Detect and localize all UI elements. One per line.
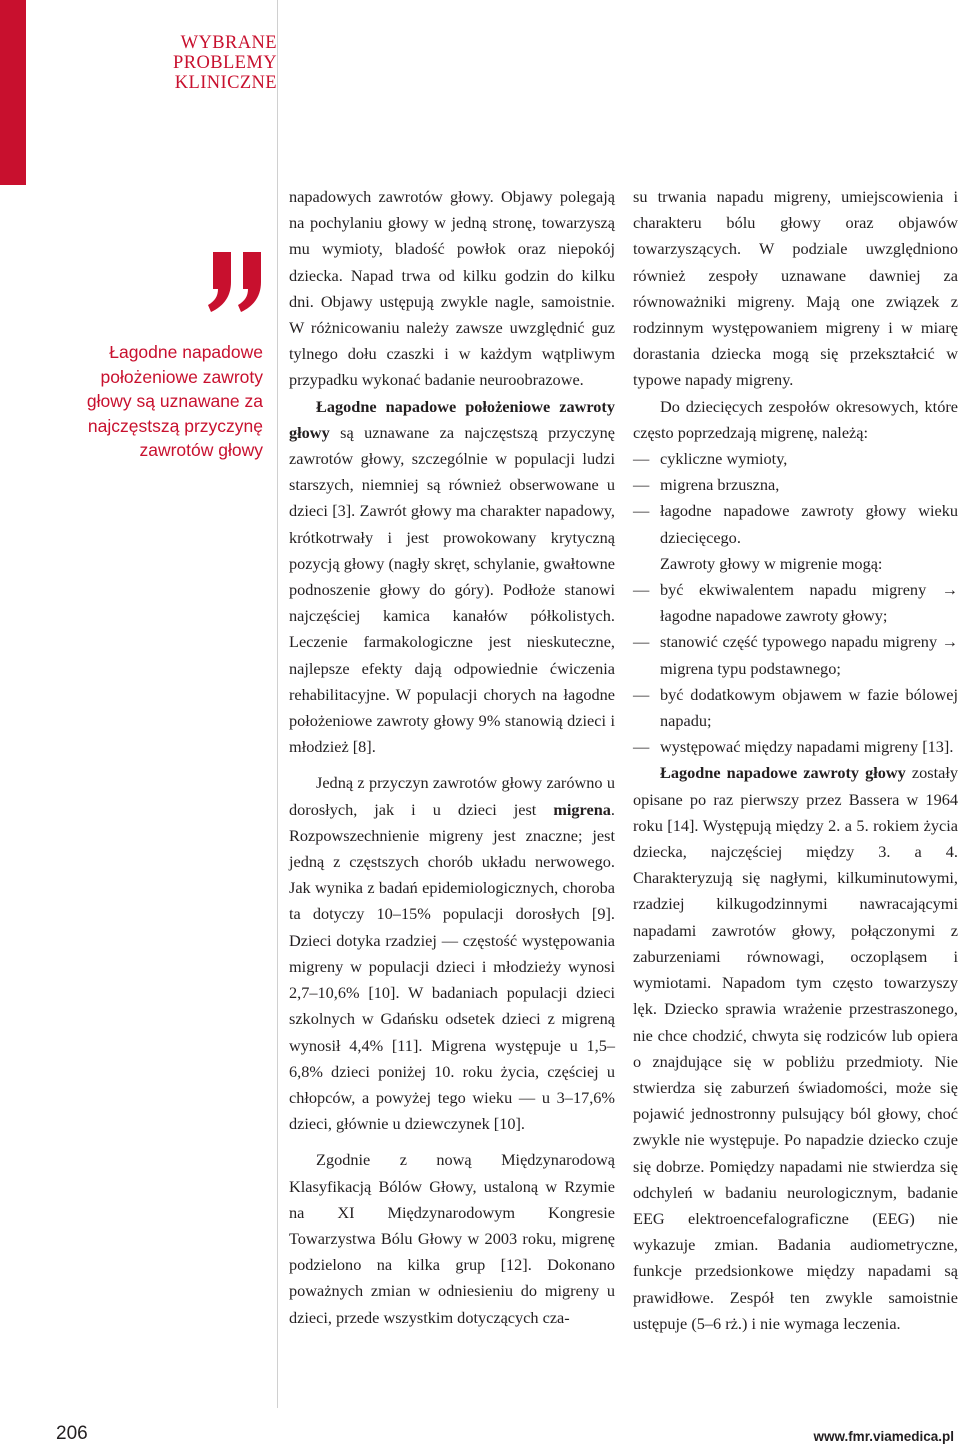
paragraph-text: . Rozpowszechnienie migreny jest znaczne; jest jedną z częstszych chorób układu nerwowego. Jak wynika z badań epidemiologicznych, choroba ta dotyczy 10–15% populacji dorosłych [9]. Dzieci dotyka rzadziej — częstość występowania migreny w populacji dzieci i młodzieży wynosi 2,7–10,6% [10]. W badaniach populacji dzieci szkolnych w Gdańsku odsetek dzieci z migreną wynosił 4,4% [11]. Migrena występuje u 1,5–6,8% dzieci poniżej 10. roku życia, częściej u chłopców, a powyżej tego wieku — u 3–17,6% dzieci, głównie u dziewczynek [10]. [289,799,615,1134]
pull-quote-line: zawrotów głowy [139,440,263,460]
text-column-left [289,184,615,1331]
paragraph [633,760,958,1336]
pull-quote-line: Łagodne napadowe [109,342,263,362]
dash-marker: — [633,632,650,652]
list-item-text: cykliczne wymioty, [660,449,788,469]
list-item-text: być dodatkowym objawem w fazie bólowej napadu; [660,684,958,731]
paragraph: Zgodnie z nową Międzynarodową Klasyfikacją Bólów Głowy, ustaloną w Rzymie na XI Międzynarodowym Kongresie Towarzystwa Bólu Głowy w 2003 roku, migrenę podzielono na kilka grup [12]. Dokonano poważnych zmian w odniesieniu do migreny u dzieci, przede wszystkim dotyczących cza- [289,1150,615,1327]
paragraph [289,394,615,761]
paragraph-text: Jedną z przyczyn zawrotów głowy zarówno u dorosłych, jak i u dzieci jest [289,773,615,819]
list-item [633,472,958,498]
list-item-text: występować między napadami migreny [13]. [660,737,954,757]
list-item [633,498,958,550]
website-url: www.fmr.viamedica.pl [813,1429,954,1444]
text-column-right [633,184,958,1337]
list-item [633,682,958,734]
dash-marker: — [633,684,650,704]
red-accent-bar [0,0,26,185]
dash-marker: — [633,737,650,757]
paragraph: su trwania napadu migreny, umiejscowienia i charakteru bólu głowy oraz objawów towarzyszących. W podziale uwzględniono również zespoły uznawane dawniej za równoważniki migreny. Mają one związek z rodzinnym występowaniem migreny i w miarę dorastania dziecka mogą się przekształcić w typowe napady migreny. [633,187,958,390]
column-divider [277,0,278,1408]
section-label-line: PROBLEMY [173,53,277,73]
paragraph: napadowych zawrotów głowy. Objawy polegają na pochylaniu głowy w jedną stronę, towarzyszą mu wymioty, bladość powłok oraz niepokój dziecka. Napad trwa od kilku godzin do kilku dni. Objawy ustępują zwykle nagle, samoistnie. W różnicowaniu należy zawsze uwzględnić guz tylnego dołu czaszki i w każdym wątpliwym przypadku wykonać badanie neuroobrazowe. [289,187,615,390]
quote-mark-icon [207,252,263,312]
list-item-text: stanowić część typowego napadu migreny → migrena typu podstawnego; [660,632,958,678]
list-item-text: migrena brzuszna, [660,475,780,495]
paragraph: Do dziecięcych zespołów okresowych, które często poprzedzają migrenę, należą: [633,396,958,442]
pull-quote [87,340,263,463]
list-item [633,577,958,629]
section-label [173,33,277,93]
pull-quote-line: najczęstszą przyczynę [87,415,263,436]
paragraph-text: zostały opisane po raz pierwszy przez Bassera w 1964 roku [14]. Występują między 2. a 5. rokiem życia dziecka, najczęściej między 3. a 4. Charakteryzują się nagłymi, kilkuminutowymi, rzadziej kilkugodzinnymi nawracającymi napadami zawrotów głowy, połączonymi z zaburzeniami równowagi, oczopląsem i wymiotami. Napadom tym często towarzyszy lęk. Dziecko sprawia wrażenie przestraszonego, nie chce chodzić, chwyta się rodziców lub opiera o znajdujące się w pobliżu przedmioty. Nie stwierdza się zaburzeń świadomości, może się pojawić jednostronny pulsujący ból głowy, choć zwykle nie występuje. Po napadzie dziecko czuje się dobrze. Pomiędzy napadami nie stwierdza się odchyleń w badaniu neurologicznym, badanie EEG elektroencefalograficzne (EEG) nie wykazuje zmian. Badania audiometryczne, funkcje przedsionkowe między napadami są prawidłowe. Zespół ten zwykle samoistnie ustępuje (5–6 rż.) i nie wymaga leczenia. [633,763,958,1333]
dash-marker: — [633,501,650,521]
list-item-text: łagodne napadowe zawroty głowy wieku dziecięcego. [660,501,958,547]
pull-quote-line: położeniowe zawroty [100,366,263,387]
dash-marker: — [633,449,650,469]
paragraph [289,770,615,1137]
dash-marker: — [633,580,650,600]
section-label-line: WYBRANE [180,33,277,53]
bold-term: Łagodne napadowe zawroty głowy [660,763,906,783]
list-item [633,734,958,760]
bold-term: Łagodne napadowe położeniowe zawroty głowy [289,396,615,442]
section-label-line: KLINICZNE [174,73,277,93]
list-item [633,629,958,681]
bold-term: migrena [553,799,611,819]
paragraph-text: są uznawane za najczęstszą przyczynę zawrotów głowy, szczególnie w populacji ludzi starszych, niemniej są również obserwowane u dzieci [3]. Zawrót głowy ma charakter napadowy, krótkotrwały i jest prowokowany krytyczną pozycją głowy (nagły skręt, schylanie, gwałtowne podnoszenie głowy do góry). Podłoże stanowi najczęściej kamica kanałów półkolistych. Leczenie farmakologiczne jest nieskuteczne, najlepsze efekty dają odpowiednie ćwiczenia rehabilitacyjne. W populacji chorych na łagodne położeniowe zawroty głowy 9% stanowią dzieci i młodzież [8]. [289,422,615,757]
list-item [633,446,958,472]
dash-marker: — [633,475,650,495]
paragraph: Zawroty głowy w migrenie mogą: [660,553,883,573]
list-item-text: być ekwiwalentem napadu migreny → łagodne napadowe zawroty głowy; [660,580,958,626]
pull-quote-line: głowy są uznawane za [86,391,263,411]
page-number: 206 [56,1423,88,1444]
